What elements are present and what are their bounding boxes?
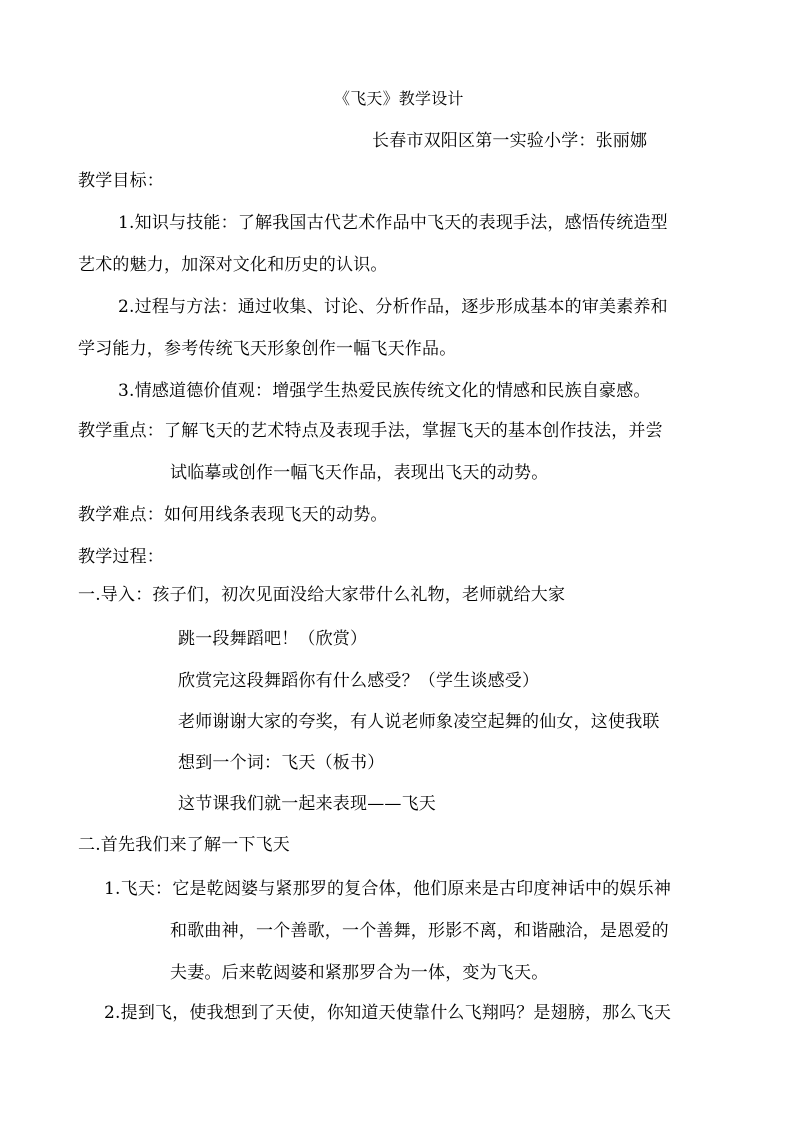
objective-1-line-1: 1.知识与技能：了解我国古代艺术作品中飞天的表现手法，感悟传统造型 — [118, 213, 668, 233]
objective-2-line-2: 学习能力，参考传统飞天形象创作一幅飞天作品。 — [78, 339, 457, 359]
objective-3: 3.情感道德价值观：增强学生热爱民族传统文化的情感和民族自豪感。 — [118, 381, 651, 401]
key-point-line-1: 教学重点：了解飞天的艺术特点及表现手法，掌握飞天的基本创作技法，并尝 — [78, 421, 663, 441]
author-line: 长春市双阳区第一实验小学：张丽娜 — [372, 131, 648, 151]
objective-1-line-2: 艺术的魅力，加深对文化和历史的认识。 — [78, 255, 388, 275]
document-title: 《飞天》教学设计 — [334, 89, 464, 108]
section-2-item-2-line-1: 2.提到飞，使我想到了天使，你知道天使靠什么飞翔吗？是翅膀，那么飞天 — [104, 1003, 672, 1023]
section-1-line-3: 欣赏完这段舞蹈你有什么感受？（学生谈感受） — [178, 671, 540, 691]
section-2-item-1-line-1: 1.飞天：它是乾闼婆与紧那罗的复合体，他们原来是古印度神话中的娱乐神 — [104, 879, 672, 899]
section-1-line-1: 一.导入：孩子们，初次见面没给大家带什么礼物，老师就给大家 — [78, 585, 566, 605]
process-heading: 教学过程： — [78, 547, 164, 567]
section-1-line-6: 这节课我们就一起来表现——飞天 — [178, 794, 436, 814]
section-1-line-2: 跳一段舞蹈吧！（欣赏） — [178, 629, 368, 649]
section-2-heading: 二.首先我们来了解一下飞天 — [78, 835, 291, 855]
section-2-item-1-line-3: 夫妻。后来乾闼婆和紧那罗合为一体，变为飞天。 — [170, 963, 549, 983]
key-point-line-2: 试临摹或创作一幅飞天作品，表现出飞天的动势。 — [170, 463, 549, 483]
section-1-line-5: 想到一个词：飞天（板书） — [178, 753, 385, 773]
objective-2-line-1: 2.过程与方法：通过收集、讨论、分析作品，逐步形成基本的审美素养和 — [118, 297, 668, 317]
section-1-line-4: 老师谢谢大家的夸奖，有人说老师象凌空起舞的仙女，这使我联 — [178, 712, 660, 732]
objectives-heading: 教学目标： — [78, 171, 164, 191]
difficulty: 教学难点：如何用线条表现飞天的动势。 — [78, 505, 388, 525]
section-2-item-1-line-2: 和歌曲神，一个善歌，一个善舞，形影不离，和谐融洽，是恩爱的 — [170, 921, 669, 941]
